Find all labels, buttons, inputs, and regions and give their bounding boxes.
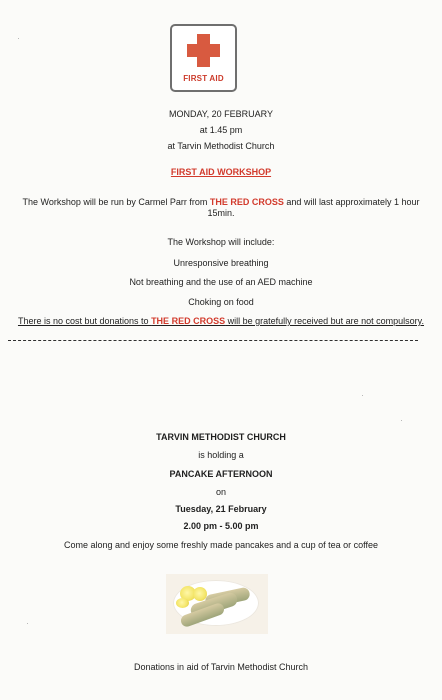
scan-speck [362, 395, 363, 396]
workshop-item: Unresponsive breathing [173, 258, 269, 268]
pancake-donations: Donations in aid of Tarvin Methodist Church [134, 662, 308, 672]
workshop-item: Choking on food [188, 297, 254, 307]
workshop-intro-after: and will last approximately 1 hour [283, 197, 420, 207]
logo-text: FIRST AID [183, 74, 224, 83]
section-divider [8, 340, 418, 341]
workshop-red-cross: THE RED CROSS [209, 197, 284, 207]
cost-after: will be gratefully received but are not compulsory. [225, 316, 425, 326]
red-cross-icon-bar [187, 44, 220, 57]
pancake-date: Tuesday, 21 February [175, 504, 267, 514]
lemon-slice [193, 587, 207, 601]
workshop-time: at 1.45 pm [199, 125, 243, 135]
workshop-item: Not breathing and the use of an AED machine [129, 277, 313, 287]
pancake-invite: Come along and enjoy some freshly made pancakes and a cup of tea or coffee [63, 540, 379, 550]
pancake-photo [166, 574, 268, 634]
pancake-event: PANCAKE AFTERNOON [169, 469, 273, 479]
pancake-on: on [215, 487, 226, 497]
workshop-cost-note [0, 315, 442, 327]
first-aid-logo [170, 24, 237, 92]
workshop-venue: at Tarvin Methodist Church [167, 141, 275, 151]
workshop-intro-before: The Workshop will be run by Carmel Parr from [22, 197, 210, 207]
scan-speck [401, 420, 402, 421]
workshop-includes-heading: The Workshop will include: [167, 237, 275, 247]
scan-speck [27, 623, 28, 624]
cost-before: There is no cost but donations to [17, 316, 152, 326]
pancake-church: TARVIN METHODIST CHURCH [156, 432, 286, 442]
workshop-duration: 15min. [207, 208, 235, 218]
pancake-time: 2.00 pm - 5.00 pm [183, 521, 259, 531]
workshop-date: MONDAY, 20 FEBRUARY [168, 109, 274, 119]
lemon-slice [176, 598, 189, 608]
workshop-title: FIRST AID WORKSHOP [170, 167, 272, 177]
pancake-holding: is holding a [198, 450, 244, 460]
scan-speck [18, 38, 19, 39]
cost-red-cross: THE RED CROSS [151, 316, 226, 326]
